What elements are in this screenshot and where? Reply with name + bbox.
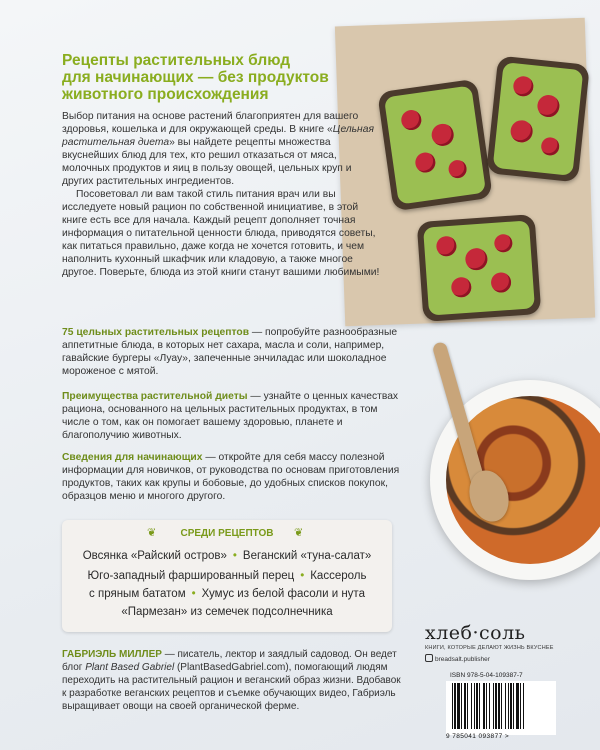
feature-title: Сведения для начинающих xyxy=(62,452,203,463)
toast-image-3 xyxy=(417,214,542,322)
feature-beginners xyxy=(62,451,402,503)
leaf-icon: ❦ xyxy=(294,527,304,539)
recipe-item: с пряным бататом xyxy=(89,588,186,600)
recipe-line xyxy=(62,550,392,562)
recipes-box xyxy=(62,520,392,632)
toast-image-1 xyxy=(377,79,493,212)
recipe-item: Веганский «туна-салат» xyxy=(242,550,372,562)
book-title: Цельная растительная диета xyxy=(62,124,374,148)
text: » вы найдете рецепты множества вкуснейших блюд для тех, кто решил отказаться от мяса, молочных продуктов и яиц в пользу овощей, цельных круп и других растительных ингредиентов. xyxy=(62,137,352,187)
blog-name: Plant Based Gabriel xyxy=(85,662,175,673)
recipe-item: Овсянка «Райский остров» xyxy=(82,550,227,562)
recipes-box-title: СРЕДИ РЕЦЕПТОВ xyxy=(180,528,274,539)
feature-benefits xyxy=(62,390,402,442)
cover-headline xyxy=(62,52,362,103)
barcode-bars xyxy=(450,683,552,731)
feature-title: 75 цельных растительных рецептов xyxy=(62,327,250,338)
publisher-tagline: КНИГИ, КОТОРЫЕ ДЕЛАЮТ ЖИЗНЬ ВКУСНЕЕ xyxy=(425,645,554,651)
feature-text: — откройте для себя массу полезной информации для новичков, от руководства по основам приготовления продуктов, таких как крупы и бобовые, до удобных списков покупок, образцов меню и многого другого. xyxy=(62,452,400,502)
recipe-item: Кассероль xyxy=(310,570,367,582)
isbn-text: ISBN 978-5-04-109387-7 xyxy=(450,672,523,679)
recipe-line xyxy=(62,588,392,600)
publisher-name: хлеб·соль xyxy=(425,622,526,644)
feature-title: Преимущества растительной диеты xyxy=(62,391,248,402)
author-bio xyxy=(62,648,407,713)
barcode-number: 9 785041 093877 > xyxy=(446,733,510,740)
recipe-line xyxy=(62,606,392,618)
barcode xyxy=(446,681,556,735)
feature-recipes xyxy=(62,326,402,378)
headline-line: животного происхождения xyxy=(62,86,269,103)
instagram-handle xyxy=(425,654,565,663)
recipe-item: «Пармезан» из семечек подсолнечника xyxy=(121,606,333,618)
toast-image-2 xyxy=(486,56,590,183)
feature-text: — узнайте о ценных качествах рациона, основанного на цельных растительных продуктах, в том числе о том, как он помогает вашему здоровью, планете и благополучию животных. xyxy=(62,391,399,441)
instagram-text: breadsalt.publisher xyxy=(435,656,490,663)
recipe-item: Юго-западный фаршированный перец xyxy=(87,570,295,582)
text: — писатель, лектор и заядлый садовод. Он ведет блог xyxy=(62,649,397,673)
author-name: ГАБРИЭЛЬ МИЛЛЕР xyxy=(62,649,162,660)
bullet-dot: • xyxy=(232,550,237,562)
text: Выбор питания на основе растений благоприятен для вашего здоровья, кошелька и для окружающей среды. В книге « xyxy=(62,111,359,135)
bullet-dot: • xyxy=(300,570,305,582)
headline-line: для начинающих — без продуктов xyxy=(62,69,329,86)
headline-line: Рецепты растительных блюд xyxy=(62,52,291,69)
intro-text xyxy=(62,110,382,279)
intro-paragraph-2: Посоветовал ли вам такой стиль питания врач или вы исследуете новый рацион по собственной инициативе, в этой книге есть все для начала. Каждый рецепт дополняет точная информация о питательной ценности блюда, приводятся советы, как питаться правильно, даже когда не хочется готовить, и чем наполнить кухонный шкафчик или кладовую, а также многое другое. Поверьте, блюда из этой книги станут вашими любимыми! xyxy=(62,189,380,278)
leaf-icon: ❦ xyxy=(147,527,157,539)
bullet-dot: • xyxy=(191,588,196,600)
instagram-icon xyxy=(425,654,433,662)
feature-text: — попробуйте разнообразные аппетитные блюда, в которых нет сахара, масла и соли, например, гавайские бургеры «Луау», запеченные энчиладас или шоколадное мороженое с мятой. xyxy=(62,327,398,377)
publisher-logo xyxy=(425,622,565,663)
intro-paragraph-1 xyxy=(62,110,382,188)
recipe-line xyxy=(62,570,392,582)
recipe-item: Хумус из белой фасоли и нута xyxy=(201,588,365,600)
text: (PlantBasedGabriel.com), помогающий людям переходить на растительный рацион и веганский образ жизни. Вдобавок к разработке веганских рецептов и съемке обучающих видео, Габриэль выращивает овощи на своей органической ферме. xyxy=(62,662,401,712)
